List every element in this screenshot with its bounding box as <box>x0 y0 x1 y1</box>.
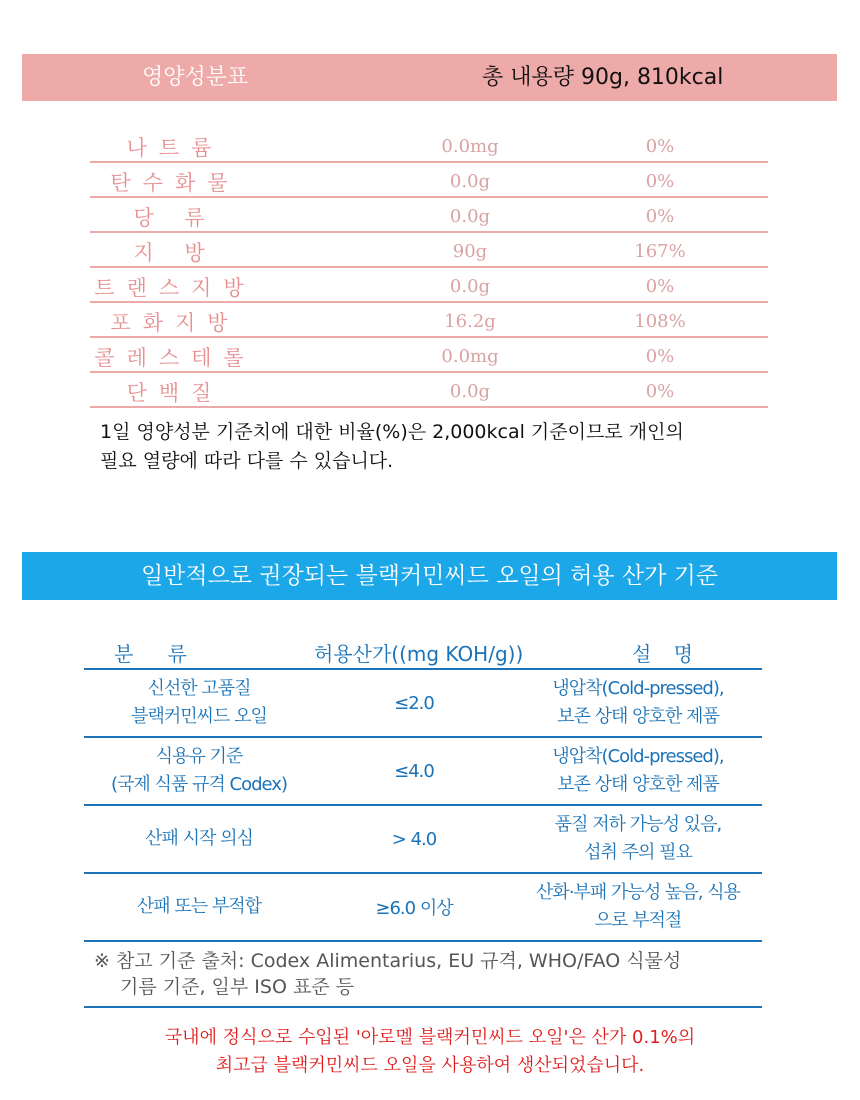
footer-line: 최고급 블랙커민씨드 오일을 사용하여 생산되었습니다. <box>215 1055 645 1076</box>
footer-line: 국내에 정식으로 수입된 '아로멜 블랙커민씨드 오일'은 산가 0.1%의 <box>164 1027 696 1048</box>
nutrient-percent: 0% <box>645 346 675 367</box>
nutrient-name: 트랜스지방 <box>94 276 256 300</box>
nutrient-percent: 167% <box>634 241 686 262</box>
nutrient-percent: 0% <box>645 381 675 402</box>
reference-line: 기름 기준, 일부 ISO 표준 등 <box>120 976 355 998</box>
category-cell <box>84 670 314 736</box>
acid-value-cell: > 4.0 <box>391 828 437 850</box>
category-text: 식용유 기준 <box>155 746 243 767</box>
nutrient-amount: 90g <box>452 241 488 262</box>
nutrient-name: 당 류 <box>133 206 217 230</box>
nutrient-amount: 16.2g <box>444 311 496 332</box>
table-header-row <box>84 632 762 670</box>
acid-value-cell: ≤2.0 <box>394 692 434 714</box>
nutrient-name: 지 방 <box>133 241 217 265</box>
description-cell <box>514 670 762 736</box>
nutrition-row <box>90 338 768 373</box>
nutrition-row <box>90 233 768 268</box>
nutrient-name: 포화지방 <box>110 311 240 335</box>
nutrient-name: 콜레스테롤 <box>94 346 256 370</box>
nutrition-total: 총 내용량 90g, 810kcal <box>482 65 724 90</box>
description-text: 으로 부적절 <box>594 910 682 931</box>
header-category: 분 류 <box>114 642 201 666</box>
nutrient-amount: 0.0g <box>449 206 491 227</box>
table-row <box>84 670 762 738</box>
reference-note <box>84 942 762 1008</box>
nutrient-amount: 0.0mg <box>441 346 499 367</box>
acid-standard-title: 일반적으로 권장되는 블랙커민씨드 오일의 허용 산가 기준 <box>140 563 719 589</box>
category-cell <box>84 806 314 872</box>
description-cell <box>514 738 762 804</box>
table-row <box>84 806 762 874</box>
header-description: 설 명 <box>632 642 701 666</box>
nutrient-percent: 0% <box>645 171 675 192</box>
category-text: 산패 또는 부적합 <box>136 896 262 917</box>
description-cell <box>514 806 762 872</box>
nutrient-amount: 0.0g <box>449 276 491 297</box>
category-text: 블랙커민씨드 오일 <box>131 706 267 727</box>
description-text: 보존 상태 양호한 제품 <box>557 706 719 727</box>
nutrition-row <box>90 303 768 338</box>
nutrient-amount: 0.0mg <box>441 136 499 157</box>
nutrition-table <box>90 128 768 408</box>
category-text: 산패 시작 의심 <box>145 828 253 849</box>
nutrition-note <box>100 418 780 476</box>
nutrition-row <box>90 163 768 198</box>
table-row <box>84 874 762 942</box>
nutrition-row <box>90 373 768 408</box>
category-cell <box>84 738 314 804</box>
category-text: (국제 식품 규격 Codex) <box>111 774 287 795</box>
description-text: 품질 저하 가능성 있음, <box>554 814 722 835</box>
nutrient-percent: 0% <box>645 206 675 227</box>
header-acid-value: 허용산가((mg KOH/g)) <box>314 642 524 666</box>
nutrition-row <box>90 198 768 233</box>
nutrient-percent: 0% <box>645 136 675 157</box>
nutrient-name: 탄수화물 <box>110 171 240 195</box>
nutrition-header <box>22 54 837 101</box>
acid-value-cell: ≥6.0 이상 <box>375 898 453 919</box>
nutrient-amount: 0.0g <box>449 381 491 402</box>
nutrient-name: 나트륨 <box>126 136 224 160</box>
category-text: 신선한 고품질 <box>147 678 251 699</box>
description-text: 보존 상태 양호한 제품 <box>557 774 719 795</box>
nutrient-percent: 108% <box>634 311 686 332</box>
description-text: 냉압착(Cold-pressed), <box>552 678 724 699</box>
nutrient-percent: 0% <box>645 276 675 297</box>
nutrient-name: 단백질 <box>126 381 224 405</box>
description-text: 냉압착(Cold-pressed), <box>552 746 724 767</box>
acid-standard-header <box>22 552 837 600</box>
nutrient-amount: 0.0g <box>449 171 491 192</box>
acid-standard-table <box>84 632 762 1008</box>
nutrition-note-line: 1일 영양성분 기준치에 대한 비율(%)은 2,000kcal 기준이므로 개인의 <box>100 421 684 443</box>
description-text: 산화·부패 가능성 높음, 식용 <box>536 882 740 903</box>
footer-note <box>0 1024 860 1080</box>
description-cell <box>514 874 762 940</box>
table-row <box>84 738 762 806</box>
description-text: 섭취 주의 필요 <box>584 842 692 863</box>
reference-line: ※ 참고 기준 출처: Codex Alimentarius, EU 규격, WHO/FAO 식물성 <box>94 950 682 972</box>
nutrition-row <box>90 268 768 303</box>
nutrition-note-line: 필요 열량에 따라 다를 수 있습니다. <box>100 450 394 472</box>
nutrition-title: 영양성분표 <box>142 65 249 90</box>
acid-value-cell: ≤4.0 <box>394 760 434 782</box>
category-cell <box>84 874 314 940</box>
nutrition-row <box>90 128 768 163</box>
